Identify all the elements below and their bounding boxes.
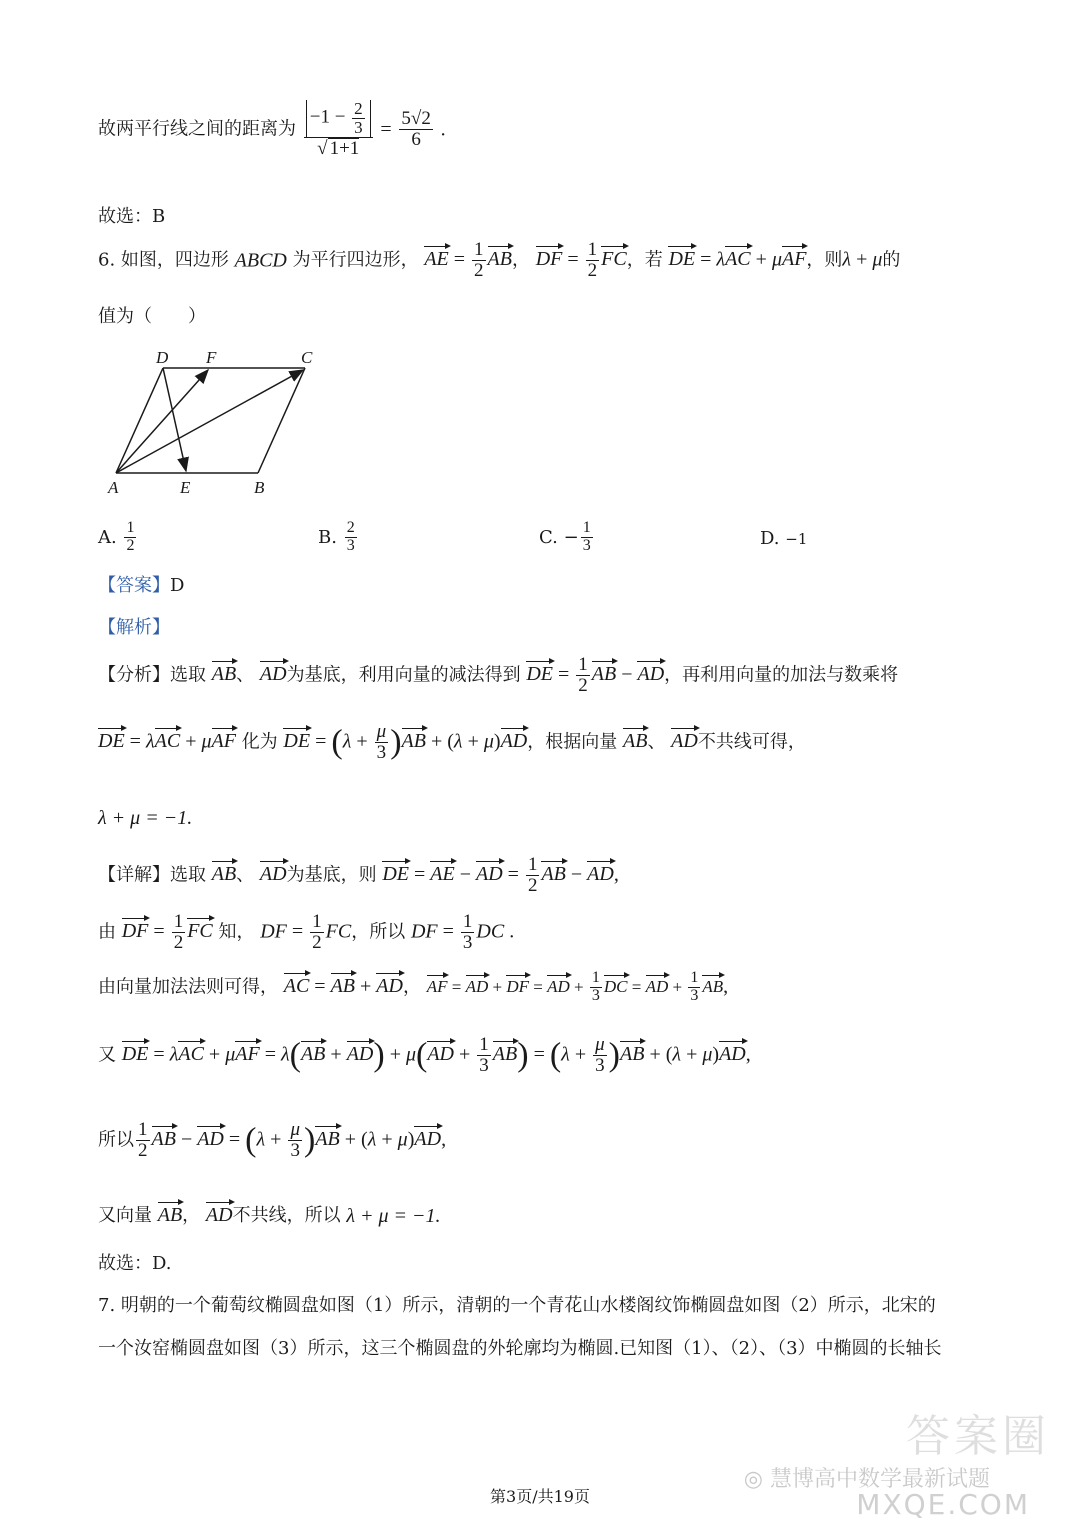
fenxi-line3: λ + μ = −1. [98, 807, 193, 829]
q6-line1: 6. 如图，四边形 ABCD 为平行四边形， AE = $\frac{1}{2}$ AB， DF = $\frac{1}{2}$ FC，若 DE = λAC + μAF，则λ + μ的 [98, 239, 901, 281]
xiangjie-line2: 由 DF = $\frac{1}{2}$ FC 知， DF = $\frac{1}{2}$ FC，所以 DF = $\frac{1}{3}$ DC . [98, 911, 515, 953]
q7-line2: 一个汝窑椭圆盘如图（3）所示，这三个椭圆盘的外轮廓均为椭圆.已知图（1）、（2）、（3）中椭圆的长轴长 [98, 1338, 942, 1359]
fenxi-line2: DE = λAC + μAF 化为 DE = (λ + $\frac{\mu}{3}$ )AB + (λ + μ)AD，根据向量 AB、 AD不共线可得， [98, 721, 806, 763]
label-f: F [206, 348, 217, 367]
q6-line2: 值为（ ） [98, 306, 206, 327]
option-c[interactable]: C. − $\frac{1}{3}$ [539, 519, 591, 554]
analysis-tag: 【解析】 [98, 617, 170, 638]
xiangjie-line4: 又 DE = λAC + μAF = λ(AB + AD) + μ(AD + $\frac{1}{3}$ AB) = (λ + $\frac{\mu}{3}$ )AB + (λ + μ)AD, [98, 1034, 751, 1076]
vector-de [163, 368, 186, 471]
watermark-site: MXQE.COM [856, 1488, 1030, 1521]
distance-fraction: −1 − $\frac{2}{3}$ √ 1+1 [304, 100, 373, 159]
choose-d: 故选：D. [98, 1253, 172, 1274]
label-a: A [108, 478, 119, 497]
wechat-icon: ◎ [743, 1467, 763, 1492]
xiangjie-line1: 【详解】选取 AB、 AD为基底，则 DE = AE − AD = $\frac{1}{2}$ AB − AD, [98, 854, 619, 896]
label-c: C [301, 348, 313, 367]
q7-line1: 7. 明朝的一个葡萄纹椭圆盘如图（1）所示，清朝的一个青花山水楼阁纹饰椭圆盘如图（2）所示，北宋的 [98, 1295, 936, 1316]
label-e: E [180, 478, 191, 497]
side-cb [258, 368, 305, 473]
fenxi-line1: 【分析】选取 AB、 AD为基底，利用向量的减法得到 DE = $\frac{1}{2}$ AB − AD，再利用向量的加法与数乘将 [98, 654, 899, 696]
vector-ac [116, 370, 303, 473]
side-ad [116, 368, 163, 473]
watermark-big: 答案圈 [906, 1411, 1050, 1462]
xiangjie-line6: 又向量 AB， AD不共线，所以 λ + μ = −1. [98, 1200, 441, 1226]
option-d[interactable]: D. −1 [760, 528, 808, 549]
vector-af [116, 370, 208, 473]
page-footer: 第3页/共19页 [490, 1487, 590, 1506]
distance-line: 故两平行线之间的距离为 −1 − $\frac{2}{3}$ √ 1+1 = $\frac{5√2}{6}$ . [98, 99, 446, 159]
distance-text: 故两平行线之间的距离为 [98, 118, 296, 140]
option-b[interactable]: B. $\frac{2}{3}$ [318, 519, 355, 554]
label-b: B [254, 478, 265, 497]
distance-result: $\frac{5√2}{6}$ [401, 107, 431, 150]
choose-b: 故选：B [98, 206, 166, 227]
parallelogram-figure [98, 345, 338, 500]
xiangjie-line5: 所以 $\frac{1}{2}$ AB − AD = (λ + $\frac{\mu}{3}$ )AB + (λ + μ)AD, [98, 1119, 447, 1161]
xiangjie-line3: 由向量加法法则可得， AC = AB + AD， AF = AD + DF = AD + $\frac{1}{3}$ DC = AD + $\frac{1}{3}$ AB, [98, 969, 729, 1004]
label-d: D [156, 348, 169, 367]
watermark-account: ◎ 慧博高中数学最新试题 [743, 1467, 990, 1492]
option-a[interactable]: A. $\frac{1}{2}$ [98, 519, 135, 554]
answer-line: 【答案】D [98, 575, 185, 596]
